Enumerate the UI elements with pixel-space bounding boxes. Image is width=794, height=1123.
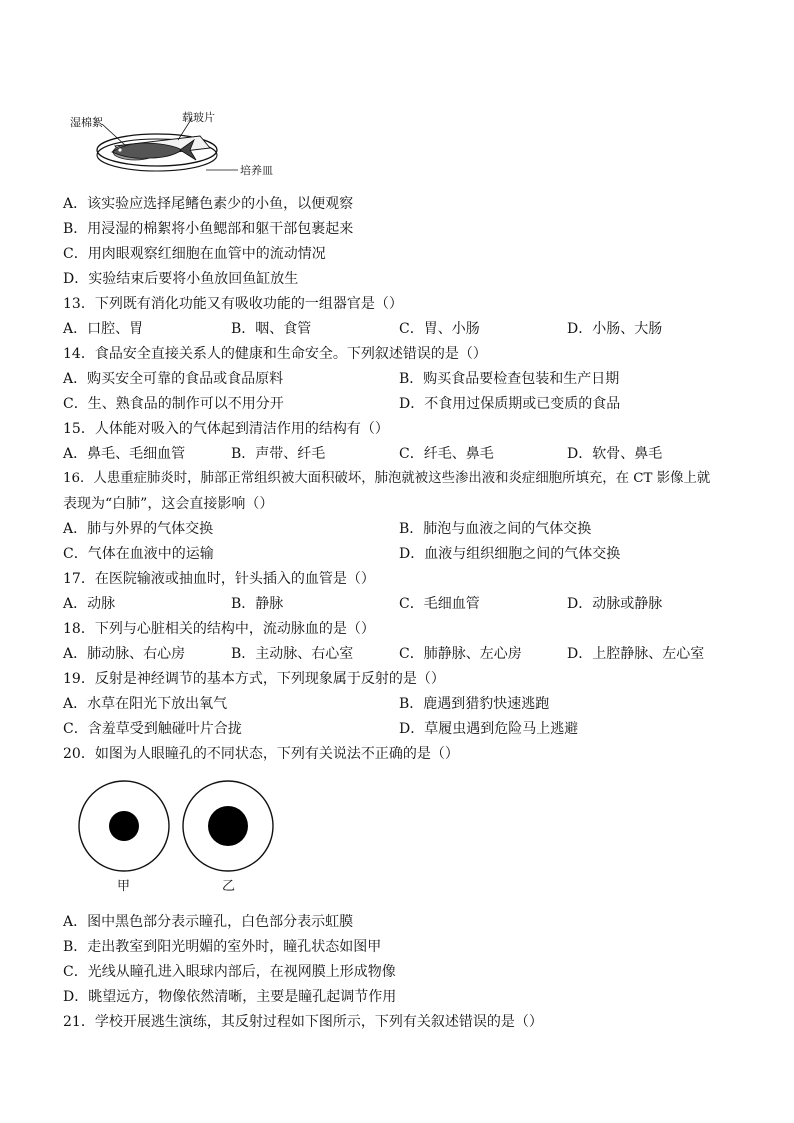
q19-option-d: D．草履虫遇到危险马上逃避	[399, 721, 579, 737]
q19-stem: 19．反射是神经调节的基本方式，下列现象属于反射的是（）	[63, 671, 445, 687]
label-wet-cotton: 湿棉絮	[70, 116, 103, 129]
q15-option-b: B．声带、纤毛	[231, 446, 326, 462]
q15-option-a: A．鼻毛、毛细血管	[63, 446, 186, 462]
q16-option-c: C．气体在血液中的运输	[63, 546, 214, 562]
q14-option-c: C．生、熟食品的制作可以不用分开	[63, 396, 284, 412]
q18-option-a: A．肺动脉、右心房	[63, 646, 186, 662]
label-glass-slide: 载玻片	[182, 111, 215, 124]
q18-option-c: C．肺静脉、左心房	[399, 646, 522, 662]
eye-b-pupil	[208, 806, 248, 846]
q19-option-c: C．含羞草受到触碰叶片合拢	[63, 721, 242, 737]
eye-a-pupil	[109, 811, 139, 841]
q14-stem: 14．食品安全直接关系人的健康和生命安全。下列叙述错误的是（）	[63, 346, 487, 362]
label-petri-dish: 培养皿	[240, 164, 273, 177]
q17-option-d: D．动脉或静脉	[567, 596, 663, 612]
q16-option-b: B．肺泡与血液之间的气体交换	[399, 521, 592, 537]
pupil-label-a: 甲	[117, 879, 131, 894]
q14-option-d: D．不食用过保质期或已变质的食品	[399, 396, 621, 412]
q17-option-b: B．静脉	[231, 596, 284, 612]
cotton-pointer	[102, 124, 126, 146]
q18-stem: 18．下列与心脏相关的结构中，流动脉血的是（）	[63, 621, 375, 637]
q13-option-c: C．胃、小肠	[399, 321, 480, 337]
q14-option-a: A．购买安全可靠的食品或食品原料	[63, 371, 284, 387]
q19-option-a: A．水草在阳光下放出氧气	[63, 696, 228, 712]
pupil-label-b: 乙	[222, 879, 236, 894]
q15-stem: 15．人体能对吸入的气体起到清洁作用的结构有（）	[63, 421, 389, 437]
q16-option-d: D．血液与组织细胞之间的气体交换	[399, 546, 621, 562]
q15-option-d: D．软骨、鼻毛	[567, 446, 663, 462]
q21-stem: 21．学校开展逃生演练，其反射过程如下图所示，下列有关叙述错误的是（）	[63, 1014, 543, 1030]
q13-option-b: B．咽、食管	[231, 321, 312, 337]
q17-stem: 17．在医院输液或抽血时，针头插入的血管是（）	[63, 571, 375, 587]
q12-option-b: B．用浸湿的棉絮将小鱼鳃部和躯干部包裹起来	[63, 221, 354, 237]
pupil-figure	[76, 780, 276, 872]
q12-option-d: D．实验结束后要将小鱼放回鱼缸放生	[63, 271, 299, 287]
q18-option-b: B．主动脉、右心室	[231, 646, 354, 662]
q20-option-d: D．眺望远方，物像依然清晰，主要是瞳孔起调节作用	[63, 989, 397, 1005]
q16-stem-line1: 16．人患重症肺炎时，肺部正常组织被大面积破坏，肺泡就被这些渗出液和炎症细胞所填充，在 CT 影像上就	[63, 471, 711, 486]
q12-option-a: A．该实验应选择尾鳍色素少的小鱼，以便观察	[63, 196, 354, 212]
q13-option-a: A．口腔、胃	[63, 321, 144, 337]
q17-option-a: A．动脉	[63, 596, 116, 612]
q12-option-c: C．用肉眼观察红细胞在血管中的流动情况	[63, 246, 326, 262]
q20-option-a: A．图中黑色部分表示瞳孔，白色部分表示虹膜	[63, 914, 354, 930]
fish-eye	[118, 148, 121, 151]
q13-option-d: D．小肠、大肠	[567, 321, 663, 337]
q15-option-c: C．纤毛、鼻毛	[399, 446, 494, 462]
q16-stem-line2: 表现为“白肺”，这会直接影响（）	[63, 496, 274, 512]
q18-option-d: D．上腔静脉、左心室	[567, 646, 705, 662]
q14-option-b: B．购买食品要检查包装和生产日期	[399, 371, 620, 387]
q16-option-a: A．肺与外界的气体交换	[63, 521, 214, 537]
q20-stem: 20．如图为人眼瞳孔的不同状态，下列有关说法不正确的是（）	[63, 746, 459, 762]
q19-option-b: B．鹿遇到猎豹快速逃跑	[399, 696, 550, 712]
q20-option-b: B．走出教室到阳光明媚的室外时，瞳孔状态如图甲	[63, 939, 382, 955]
q17-option-c: C．毛细血管	[399, 596, 480, 612]
q20-option-c: C．光线从瞳孔进入眼球内部后，在视网膜上形成物像	[63, 964, 396, 980]
q13-stem: 13．下列既有消化功能又有吸收功能的一组器官是（）	[63, 296, 403, 312]
